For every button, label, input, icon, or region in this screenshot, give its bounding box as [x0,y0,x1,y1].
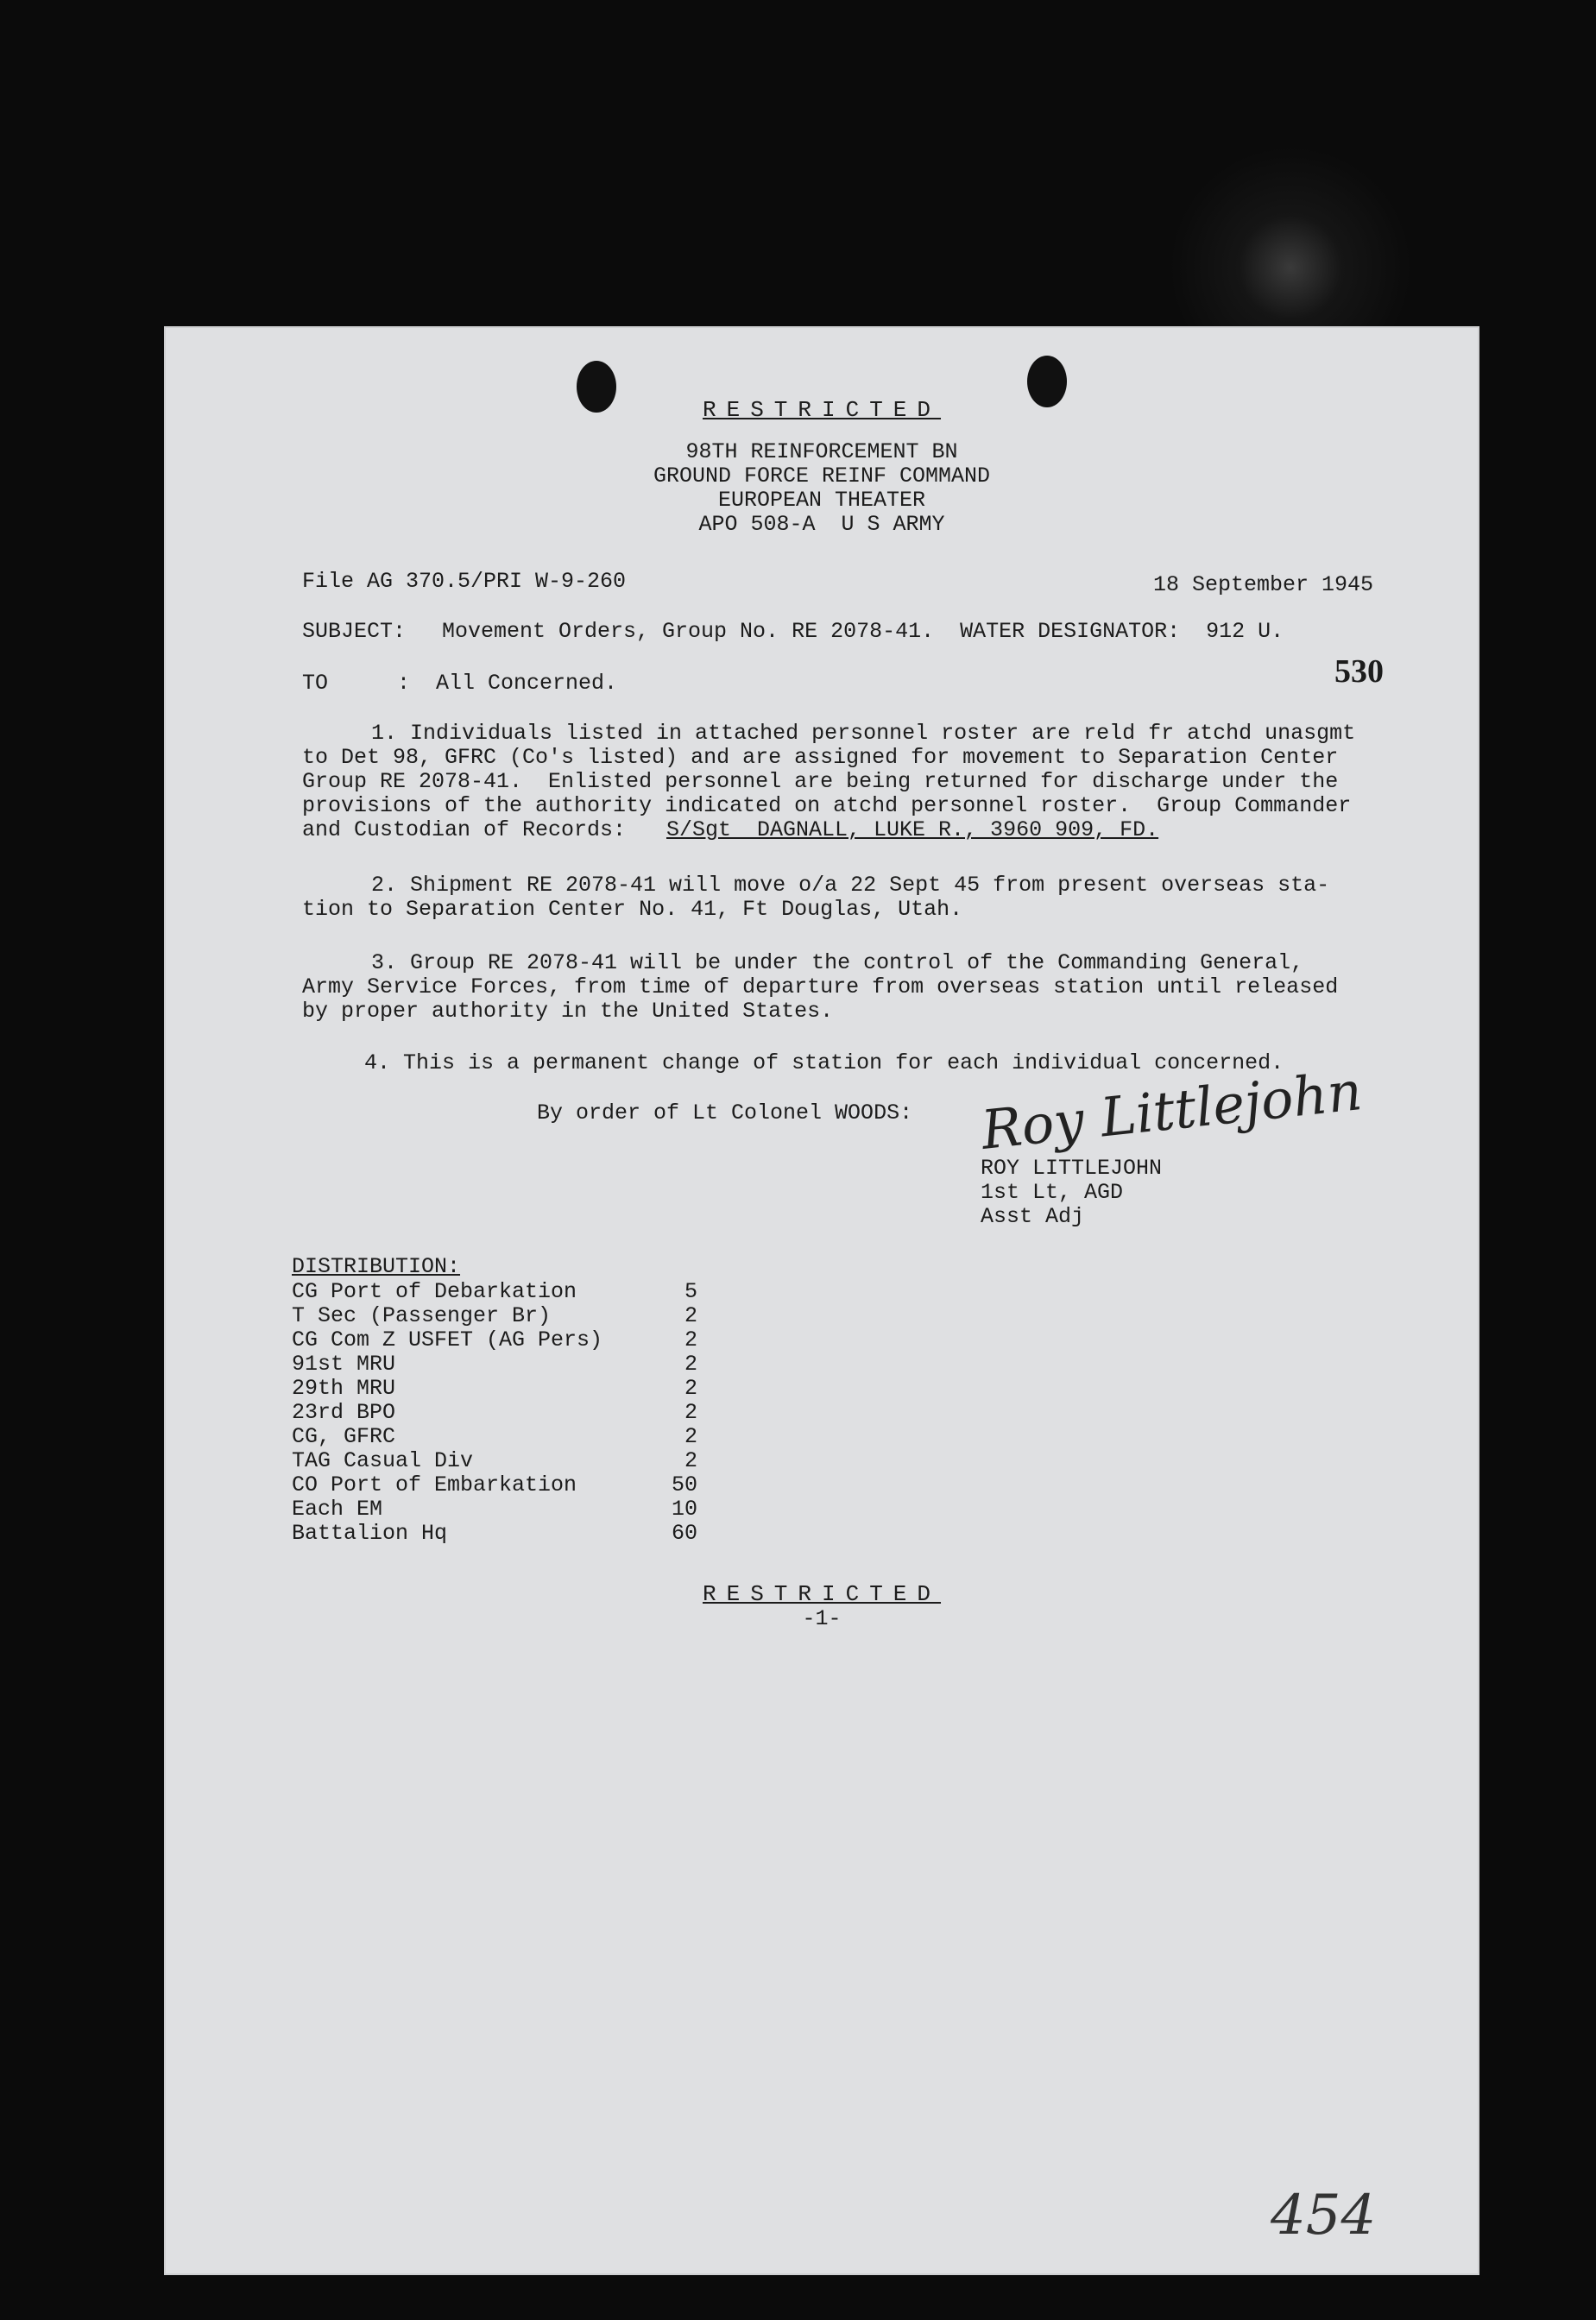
by-order-line: By order of Lt Colonel WOODS: [537,1100,913,1125]
distribution-row: T Sec (Passenger Br) 2 [292,1303,697,1328]
unit-line-1: 98TH REINFORCEMENT BN [685,439,958,464]
signer-name: ROY LITTLEJOHN [981,1156,1163,1181]
to-label: TO [302,671,329,696]
para4: 4. This is a permanent change of station for each individual concerned. [364,1050,1284,1075]
custodian-name: S/Sgt DAGNALL, LUKE R., 3960 909, FD. [666,817,1159,842]
unit-line-2: GROUND FORCE REINF COMMAND [653,463,991,489]
para2-line2: tion to Separation Center No. 41, Ft Douglas, Utah. [302,897,963,922]
para3-line1: 3. Group RE 2078-41 will be under the control of the Commanding General, [371,950,1304,975]
distribution-row: 91st MRU 2 [292,1352,697,1377]
distribution-row: Battalion Hq 60 [292,1521,697,1546]
para1-line4: provisions of the authority indicated on atchd personnel roster. Group Commander [302,793,1352,818]
para1-line3: Group RE 2078-41. Enlisted personnel are being returned for discharge under the [302,769,1339,794]
distribution-row: CO Port of Embarkation 50 [292,1472,697,1497]
distribution-row: TAG Casual Div 2 [292,1448,697,1473]
to-text: : All Concerned. [397,671,618,696]
para3-line2: Army Service Forces, from time of departure from overseas station until released [302,974,1339,999]
stamp-number: 530 [1334,653,1384,690]
page-number: -1- [802,1606,842,1631]
signer-title: Asst Adj [981,1204,1085,1229]
para2-line1: 2. Shipment RE 2078-41 will move o/a 22 Sept 45 from present overseas sta- [371,873,1330,898]
file-reference: File AG 370.5/PRI W-9-260 [302,569,627,594]
distribution-row: Each EM 10 [292,1497,697,1522]
unit-line-4: APO 508-A U S ARMY [698,512,945,537]
distribution-row: 23rd BPO 2 [292,1400,697,1425]
distribution-row: 29th MRU 2 [292,1376,697,1401]
distribution-row: CG Port of Debarkation 5 [292,1279,697,1304]
distribution-row: CG, GFRC 2 [292,1424,697,1449]
unit-line-3: EUROPEAN THEATER [717,488,926,513]
document-page [164,326,1479,2275]
para1-line5: and Custodian of Records: [302,817,627,842]
subject-label: SUBJECT: [302,619,407,644]
distribution-row: CG Com Z USFET (AG Pers) 2 [292,1327,697,1352]
subject-text: Movement Orders, Group No. RE 2078-41. WATER DESIGNATOR: 912 U. [442,619,1284,644]
para1-line1: 1. Individuals listed in attached personnel roster are reld fr atchd unasgmt [371,721,1356,746]
para3-line3: by proper authority in the United States. [302,999,834,1024]
document-date: 18 September 1945 [1153,572,1374,597]
para1-line2: to Det 98, GFRC (Co's listed) and are assigned for movement to Separation Center [302,745,1339,770]
classification-footer: RESTRICTED [702,1581,942,1607]
handwritten-page-number: 454 [1271,2184,1377,2248]
handwritten-signature: Roy Littlejohn [978,1059,1366,1162]
classification-header: RESTRICTED [702,397,942,423]
distribution-heading: DISTRIBUTION: [292,1254,461,1279]
signer-rank: 1st Lt, AGD [981,1180,1124,1205]
